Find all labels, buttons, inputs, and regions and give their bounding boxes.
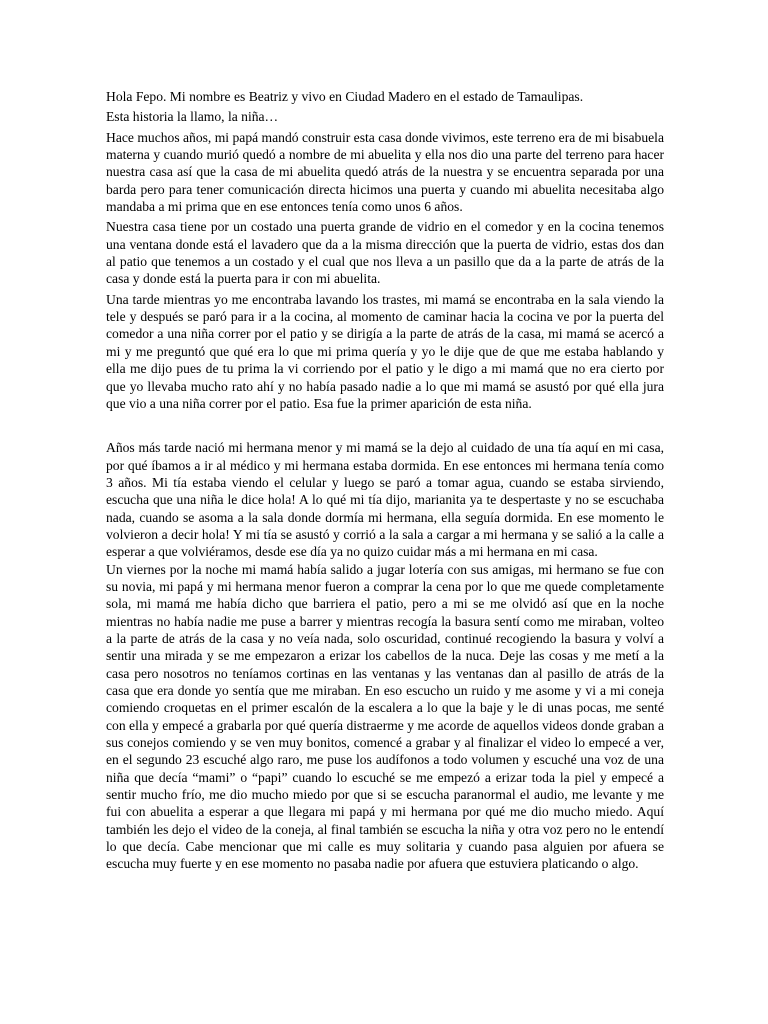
story-title-paragraph: Esta historia la llamo, la niña…: [106, 109, 279, 125]
house-layout-paragraph: Nuestra casa tiene por un costado una puerta grande de vidrio en el comedor y en la cocina tenemos una ventana donde está el lavadero que da a la misma dirección que la puerta de vidrio, estas dos dan al patio que tenemos a un costado y el cual que nos lleva a un pasillo que da a la parte de atrás de la casa y donde está la puerta para ir con mi abuelita.: [106, 219, 664, 287]
aunt-story-paragraph: Años más tarde nació mi hermana menor y mi mamá se la dejo al cuidado de una tía aquí en mi casa, por qué íbamos a ir al médico y mi hermana estaba dormida. En ese entonces mi hermana tenía como 3 años. Mi tía estaba viendo el celular y luego se paró a tomar agua, cuando se estaba sirviendo, escucha que una niña le dice hola! A lo qué mi tía dijo, marianita ya te despertaste y no se escuchaba nada, cuando se asoma a la sala donde dormía mi hermana, ella seguía dormida. En ese momento le volvieron a decir hola! Y mi tía se asustó y corrió a la sala a cargar a mi hermana y se salió a la calle a esperar a que volviéramos, desde ese día ya no quizo cuidar más a mi hermana en mi casa.: [106, 440, 664, 560]
friday-night-paragraph: Un viernes por la noche mi mamá había salido a jugar lotería con sus amigas, mi hermano se fue con su novia, mi papá y mi hermana menor fueron a comprar la cena por lo que me quede completamente sola, mi mamá me había dicho que barriera el patio, pero a mi se me olvidó así que en la noche mientras no había nadie me puse a barrer y mientras recogía la basura sentí como me miraban, volteo a la parte de atrás de la casa y no veía nada, solo oscuridad, continué recogiendo la basura y volví a sentir una mirada y se me empezaron a erizar los cabellos de la nuca. Deje las cosas y me metí a la casa pero nosotros no teníamos cortinas en las ventanas y las ventanas dan al pasillo de atrás de la casa que era donde yo sentía que me miraban. En eso escucho un ruido y me asome y vi a mi coneja comiendo croquetas en el primer escalón de la escalera a lo que la baje y le di unas pocas, me senté con ella y empecé a grabarla por qué quería distraerme y me acorde de aquellos videos donde graban a sus conejos comiendo y se ven muy bonitos, comencé a grabar y al finalizar el video lo empecé a ver, en el segundo 23 escuché algo raro, me puse los audífonos a todo volumen y escuché una voz de una niña que decía “mami” o “papi” cuando lo escuché se me empezó a erizar toda la piel y empecé a sentir mucho frío, me dio mucho miedo por que si se escucha paranormal el audio, me levante y me fui con abuelita a esperar a que llegara mi papá y mi hermana por qué me dio mucho miedo. Aquí también les dejo el video de la coneja, al final también se escucha la niña y otra voz pero no le entendí lo que decía. Cabe mencionar que mi calle es muy solitaria y cuando pasa alguien por afuera se escucha muy fuerte y en ese momento no pasaba nadie por afuera que estuviera platicando o algo.: [106, 561, 664, 872]
first-apparition-paragraph: Una tarde mientras yo me encontraba lavando los trastes, mi mamá se encontraba en la sala viendo la tele y después se paró para ir a la cocina, al momento de caminar hacia la cocina ve por la puerta del comedor a una niña correr por el patio y se dirigía a la parte de atrás de la casa, mi mamá se acercó a mi y me preguntó que qué era lo que mi prima quería y yo le dije que de que me estaba hablando y ella me dijo pues de tu prima la vi corriendo por el patio y le digo a mi mamá que no era cierto por que yo llevaba mucho rato ahí y no había pasado nadie a lo que mi mamá se asustó por qué ella jura que vio a una niña correr por el patio. Esa fue la primer aparición de esta niña.: [106, 291, 664, 411]
greeting-paragraph: Hola Fepo. Mi nombre es Beatriz y vivo en Ciudad Madero en el estado de Tamaulipas.: [106, 89, 584, 104]
house-history-paragraph: Hace muchos años, mi papá mandó construir esta casa donde vivimos, este terreno era de mi bisabuela materna y cuando murió quedó a nombre de mi abuelita y ella nos dio una parte del terreno para hacer nuestra casa así que la casa de mi abuelita quedó atrás de la nuestra y se encuentra separada por una barda pero para tener comunicación directa hicimos una puerta y cuando mi abuelita necesitaba algo mandaba a mi prima que en ese entonces tenía como unos 6 años.: [106, 129, 664, 215]
document-page: [106, 88, 664, 873]
